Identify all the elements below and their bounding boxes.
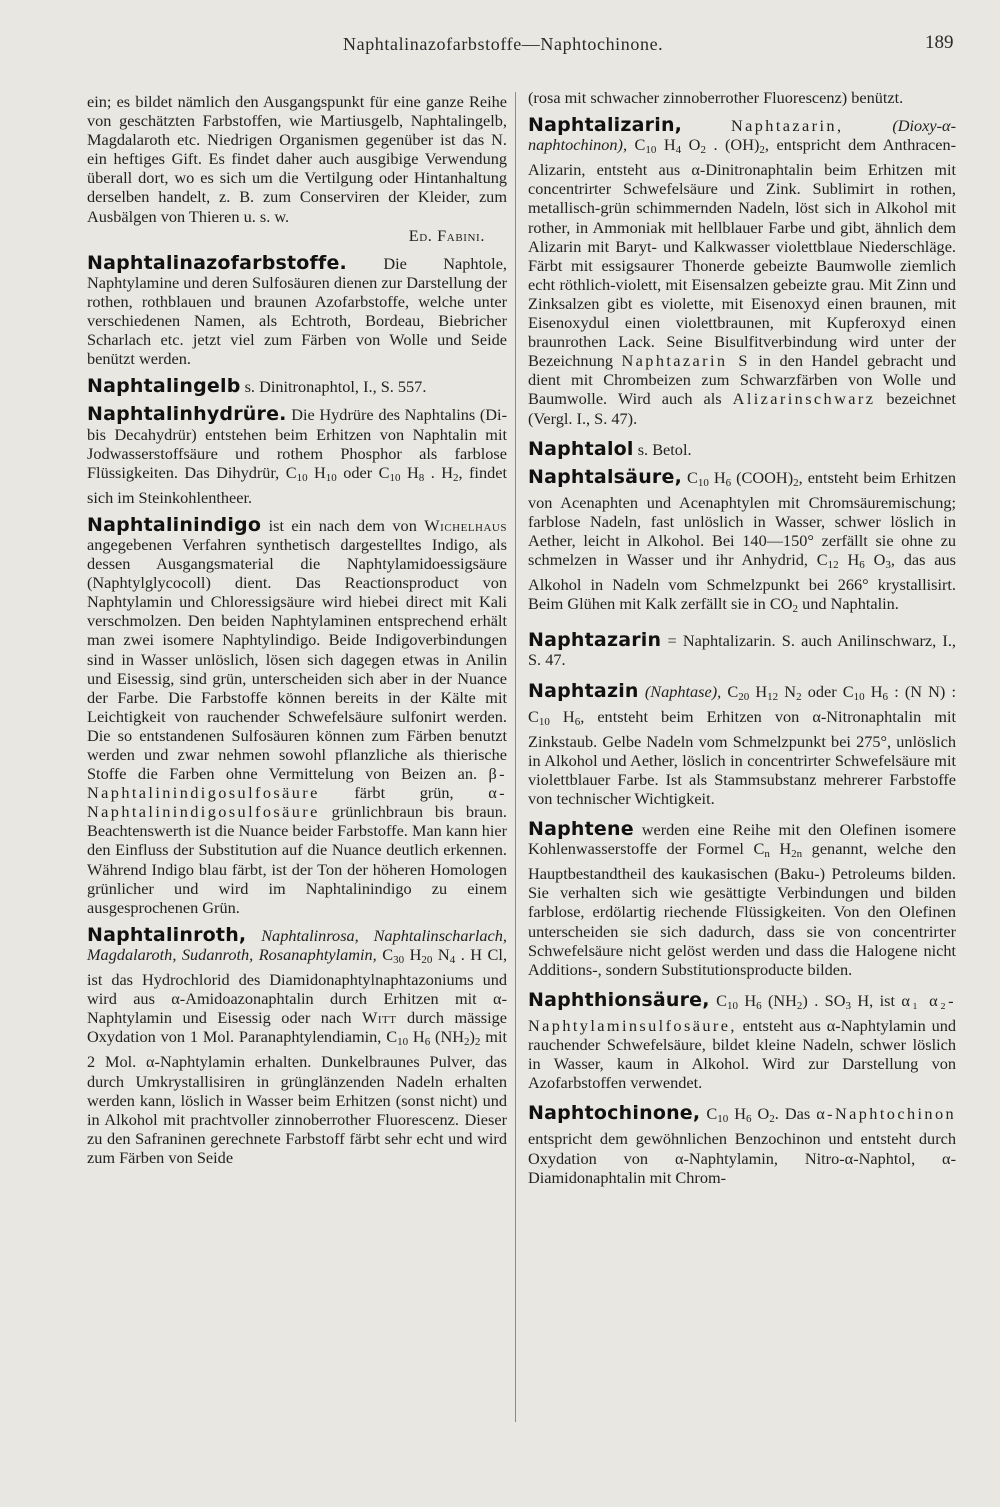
entry-text: $C_{10}$ $H_6$ $O_2$. Das α-Naphtochinon entspricht dem gewöhnlichen Benzochinon und entsteht durch Oxydation von α-Naphtylamin, Nitro-α-Naphtol, α-Diamidonaphtalin mit Chrom- [528, 1104, 957, 1187]
entry-text: ist ein nach dem von Wichelhaus angegebenen Verfahren synthetisch dargestelltes Indigo, als dessen Ausgangsmaterial die Naphtylamidoessigsäure (Naphtylglycocoll) dient. Das Reactionsproduct von Naphtylamin und Chloressigsäure wird hiebei direct mit Kali verschmolzen. Den beiden Naphtylaminen entsprechend erhält man zwei isomere Naphtylindigo. Beide Indigoverbindungen sind in Wasser unlöslich, lösen sich dagegen etwas in Anilin und Eisessig, sind grün, unterscheiden sich aber in der Nuance der Farbe. Die Farbstoffe können bereits in der Kälte mit Leichtigkeit von rauchender Schwefelsäure sulfonirt werden. Die so entstandenen Sulfosäuren können zum Färben benutzt werden und zwar nehmen sowohl pflanzliche als thierische Stoffe die Farben ohne Vermittelung von Beizen an. β-Naphtalinindigosulfosäure färbt grün, α-Naphtalinindigosulfosäure grünlichbraun bis braun. Beachtenswerth ist die Nuance beider Farbstoffe. Man kann hier den Einfluss der Substitution auf die Nuance deutlich erkennen. Während Indigo blau färbt, ist der Ton der höheren Homologen grünlicher und wird im Naphtalinindigo zu einem ausgesprochenen Grün. [87, 515, 508, 917]
entry-text: (rosa mit schwacher zinnoberrother Fluorescenz) benützt. [528, 88, 904, 107]
column-divider [515, 92, 516, 1422]
entry-headword: Naphtazarin [528, 629, 662, 652]
entry-text: werden eine Reihe mit den Olefinen isomere Kohlenwasserstoffe der Formel $C_n$ $H_{2n}$ genannt, welche den Hauptbestandtheil des kaukasischen (Baku-) Petroleums bilden. Sie verhalten sich wie gesättigte Verbindungen und bilden farblose, erdölartig riechende Flüssigkeiten. Von den Olefinen unterscheiden sie sich dadurch, dass sie von concentrirter Schwefelsäure nicht gelöst werden und dass die Halogene nicht Additions-, sondern Substitutionsproducte bilden. [528, 820, 956, 979]
entry-text: Die Naphtole, Naphtylamine und deren Sulfosäuren dienen zur Darstellung der rothen, rothblauen und braunen Azofarbstoffe, welche unter verschiedenen Namen, als Echtroth, Bordeau, Biebricher Scharlach etc. jetzt viel zum Färben von Wolle und Seide benützt werden. [87, 253, 508, 369]
entry-headword: Naphtalizarin, [528, 114, 683, 137]
entry-text: $C_{10}$ $H_6$ $(NH_2)$ . $SO_3$ H, ist α₁ α₂-Naphtylaminsulfosäure, entsteht aus α-Naphtylamin und rauchender Schwefelsäure, bildet kleine Nadeln, schwer löslich in Wasser, kaum in Alkohol. Wird zur Darstellung von Azofarbstoffen verwendet. [528, 990, 956, 1093]
entry-naphtazin [528, 679, 957, 809]
entry-headword: Naphtalingelb [87, 375, 241, 398]
entry-text: Naphtazarin, (Dioxy-α-naphtochinon), $C_{10}$ $H_4$ $O_2$ . $(OH)_2$, entspricht dem Anthracen-Alizarin, entsteht aus α-Dinitronaphtalin beim Erhitzen mit concentrirter Schwefelsäure und Zink. Sublimirt in rothen, metallisch-grün schimmernden Nadeln, löst sich in Alkohol mit rother, in Ammoniak mit hellblauer Farbe und gibt, ähnlich dem Alizarin mit Baryt- und Kalkwasser violettblaue Niederschläge. Färbt mit essigsaurer Thonerde gebeizte Baumwolle ziemlich echt röthlich-violett, mit Eisensalzen gebeizte grau. Mit Zinn und Zinksalzen gibt es violette, mit Eisenoxyd einen braunen, mit Eisenoxydul einen violettbraunen, mit Kupferoxyd einen braunrothen Lack. Seine Bisulfitverbindung wird unter der Bezeichnung Naphtazarin S in den Handel gebracht und dient mit Chrombeizen zum Schwarzfärben von Wolle und Baumwolle. Wird auch als Alizarinschwarz bezeichnet (Vergl. I., S. 47). [528, 116, 957, 428]
entry-text: Naphtalinrosa, Naphtalinscharlach, Magdalaroth, Sudanroth, Rosanaphtylamin, $C_{30}$ $H_{20}$ $N_4$ . H Cl, ist das Hydrochlorid des Diamidonaphtylnaphtazoniums und wird aus α-Amidoazonaphtalin durch Erhitzen mit α-Naphtylamin und Eisessig oder nach Witt durch mässige Oxydation von 1 Mol. Paranaphtylendiamin, $C_{10}$ $H_6$ $(NH_2)_2$ mit 2 Mol. α-Naphtylamin erhalten. Dunkelbraunes Pulver, das durch Umkrystallisiren in grünglänzenden Nadeln erhalten werden kann, löslich in Wasser beim Erhitzen (sonst nicht) und in Alkohol mit prachtvoller zinnoberrother Fluorescenz. Dieser zu den Safraninen gerechnete Farbstoff färbt sehr echt und wird zum Färben von Seide [87, 925, 508, 1167]
entry-naphtalol [528, 437, 956, 460]
entry-naphtochinone [528, 1104, 956, 1186]
entry-headword: Naphtene [528, 818, 634, 841]
entry-headword: Naphtalinindigo [87, 513, 262, 536]
entry-headword: Naphtalol [528, 437, 634, 460]
entry-headword: Naphthionsäure, [528, 988, 710, 1011]
entry-headword: Naphtazin [528, 679, 639, 702]
header-title: Naphtalinazofarbstoffe—Naphtochinone. [343, 34, 664, 54]
cross-reference: s. Betol. [637, 439, 692, 459]
entry-headword: Naphtochinone, [528, 1102, 701, 1125]
entry-naphtalingelb [87, 377, 507, 396]
right-column [528, 88, 956, 1196]
left-column [87, 92, 507, 1176]
running-header [0, 34, 1000, 60]
entry-naphtazarin [528, 631, 956, 669]
entry-headword: Naphtalsäure, [528, 465, 682, 488]
entry-text: ein; es bildet nämlich den Ausgangspunkt für eine ganze Reihe von geschätzten Farbstoffen, wie Martiusgelb, Naphtalingelb, Magdalaroth etc. Niedrigen Organismen gegenüber ist das N. ein heftiges Gift. Es findet daher auch ausgibige Verwendung überall dort, wo es sich um die Vertilgung oder Hintanhaltung derselben handelt, z. B. zum Conserviren der Kleider, zum Ausbälgen von Thieren u. s. w. [87, 92, 507, 226]
entry-naphtalsaeure [528, 465, 957, 620]
entry-continued-text [528, 88, 956, 107]
entry-naphtalinroth [87, 923, 508, 1167]
author-name: Wichelhaus [424, 515, 507, 535]
entry-text: $C_{10}$ $H_6$ $(COOH)_2$, entsteht beim Erhitzen von Acenaphten und Acenaphtylen mit Chromsäuremischung; farblose Nadeln, fast unlöslich in Wasser, schwer löslich in Aether, leicht in Alkohol. Bei 140—150° zerfällt sie ohne zu schmelzen in Wasser und ihr Anhydrid, $C_{12}$ $H_6$ $O_3$, das aus Alkohol in Nadeln vom Schmelzpunkt bei 266° krystallisirt. Beim Glühen mit Kalk zerfällt sie in $CO_2$ und Naphtalin. [528, 467, 957, 616]
entry-naphtalinindigo [87, 513, 508, 917]
entry-headword: Naphtalinazofarbstoffe. [87, 251, 347, 274]
author-name: Witt [362, 1008, 397, 1028]
entry-naphtalinhydruere [87, 405, 507, 506]
entry-naphtalinazofarbstoffe [87, 251, 508, 369]
entry-naphtalin-continued [87, 92, 507, 245]
entry-headword: Naphtalinroth, [87, 923, 247, 946]
cross-reference: = Naphtalizarin. S. auch Anilinschwarz, I., S. 47. [528, 631, 956, 670]
entry-naphtalizarin [528, 116, 956, 428]
entry-headword: Naphtalinhydrüre. [87, 403, 287, 426]
entry-text: Die Hydrüre des Naphtalins (Di- bis Decahydrür) entstehen beim Erhitzen von Naphtalin mit Jodwasserstoffsäure und rothem Phosphor als farblose Flüssigkeiten. Das Dihydrür, $C_{10}$ $H_{10}$ oder $C_{10}$ $H_8$ . $H_2$, findet sich im Steinkohlentheer. [87, 405, 507, 507]
entry-naphtene [528, 820, 956, 979]
entry-text: (Naphtase), $C_{20}$ $H_{12}$ $N_2$ oder $C_{10}$ $H_6$ : (N N) : $C_{10}$ $H_6$, entsteht beim Erhitzen von α-Nitronaphtalin mit Zinkstaub. Gelbe Nadeln vom Schmelzpunkt bei 275°, unlöslich in Alkohol und Aether, löslich in concentrirter Schwefelsäure mit violettblauer Farbe. Ist als Stammsubstanz mehrerer Farbstoffe von technischer Wichtigkeit. [528, 681, 957, 808]
cross-reference: s. Dinitronaphtol, I., S. 557. [244, 377, 427, 397]
entry-naphthionsaeure [528, 988, 956, 1093]
page-number: 189 [925, 32, 954, 53]
author-signature: Ed. Fabini. [408, 225, 485, 245]
